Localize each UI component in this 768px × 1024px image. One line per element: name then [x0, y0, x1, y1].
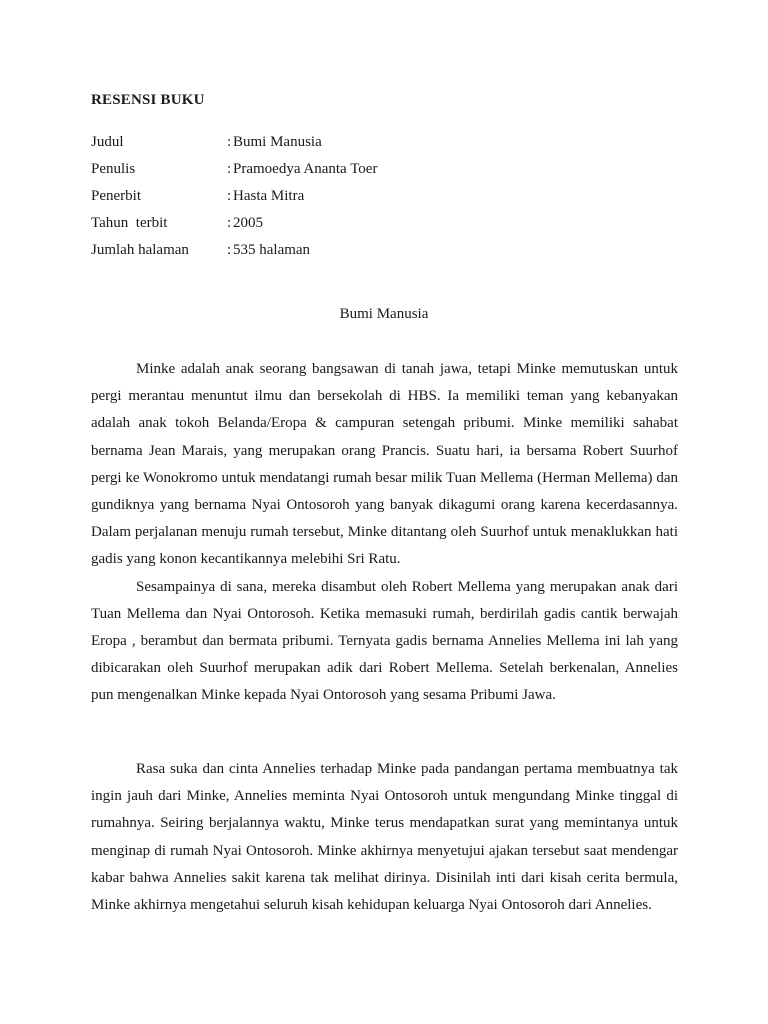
- meta-label: Penerbit: [91, 188, 141, 204]
- page-title: RESENSI BUKU: [91, 92, 205, 108]
- meta-separator: :: [227, 134, 232, 150]
- meta-separator: :: [227, 242, 232, 258]
- meta-value: 535 halaman: [233, 242, 311, 258]
- section-title: Bumi Manusia: [339, 306, 429, 322]
- book-metadata: [91, 131, 377, 266]
- meta-label: Penulis: [91, 161, 136, 177]
- meta-separator: :: [227, 161, 232, 177]
- paragraph: Minke adalah anak seorang bangsawan di tanah jawa, tetapi Minke memutuskan untuk pergi merantau menuntut ilmu dan bersekolah di HBS. Ia memiliki teman yang kebanyakan adalah anak tokoh Belanda/Eropa & campuran setengah pribumi. Minke memiliki sahabat bernama Jean Marais, yang merupakan orang Prancis. Suatu hari, ia bersama Robert Suurhof pergi ke Wonokromo untuk mendatangi rumah besar milik Tuan Mellema (Herman Mellema) dan gundiknya yang bernama Nyai Ontosoroh yang banyak dikagumi orang karena kecerdasannya. Dalam perjalanan menuju rumah tersebut, Minke ditantang oleh Suurhof untuk menaklukkan hati gadis yang konon kecantikannya melebihi Sri Ratu.: [91, 361, 678, 568]
- meta-value: Bumi Manusia: [233, 134, 322, 150]
- meta-row-title: [91, 131, 377, 158]
- meta-value: Hasta Mitra: [233, 188, 305, 204]
- meta-row-year: [91, 212, 377, 239]
- meta-row-author: [91, 158, 377, 185]
- meta-row-pages: [91, 239, 377, 266]
- meta-label: Jumlah halaman: [91, 242, 189, 258]
- meta-label: Judul: [91, 134, 124, 150]
- meta-separator: :: [227, 215, 232, 231]
- review-body-part-1: [91, 356, 678, 710]
- review-body-part-2: [91, 756, 678, 919]
- meta-label: Tahun terbit: [91, 215, 168, 231]
- meta-separator: :: [227, 188, 232, 204]
- meta-row-publisher: [91, 185, 377, 212]
- meta-value: Pramoedya Ananta Toer: [233, 161, 378, 177]
- meta-value: 2005: [233, 215, 263, 231]
- paragraph: Sesampainya di sana, mereka disambut oleh Robert Mellema yang merupakan anak dari Tuan Mellema dan Nyai Ontorosoh. Ketika memasuki rumah, berdirilah gadis cantik berwajah Eropa , berambut dan bermata pribumi. Ternyata gadis bernama Annelies Mellema ini lah yang dibicarakan oleh Suurhof merupakan adik dari Robert Mellema. Setelah berkenalan, Annelies pun mengenalkan Minke kepada Nyai Ontorosoh yang sesama Pribumi Jawa.: [91, 578, 678, 704]
- paragraph: Rasa suka dan cinta Annelies terhadap Minke pada pandangan pertama membuatnya tak ingin jauh dari Minke, Annelies meminta Nyai Ontosoroh untuk mengundang Minke tinggal di rumahnya. Seiring berjalannya waktu, Minke terus mendapatkan surat yang memintanya untuk menginap di rumah Nyai Ontosoroh. Minke akhirnya menyetujui ajakan tersebut saat mendengar kabar bahwa Annelies sakit karena tak melihat dirinya. Disinilah inti dari kisah cerita bermula, Minke akhirnya mengetahui seluruh kisah kehidupan keluarga Nyai Ontosoroh dari Annelies.: [91, 761, 678, 914]
